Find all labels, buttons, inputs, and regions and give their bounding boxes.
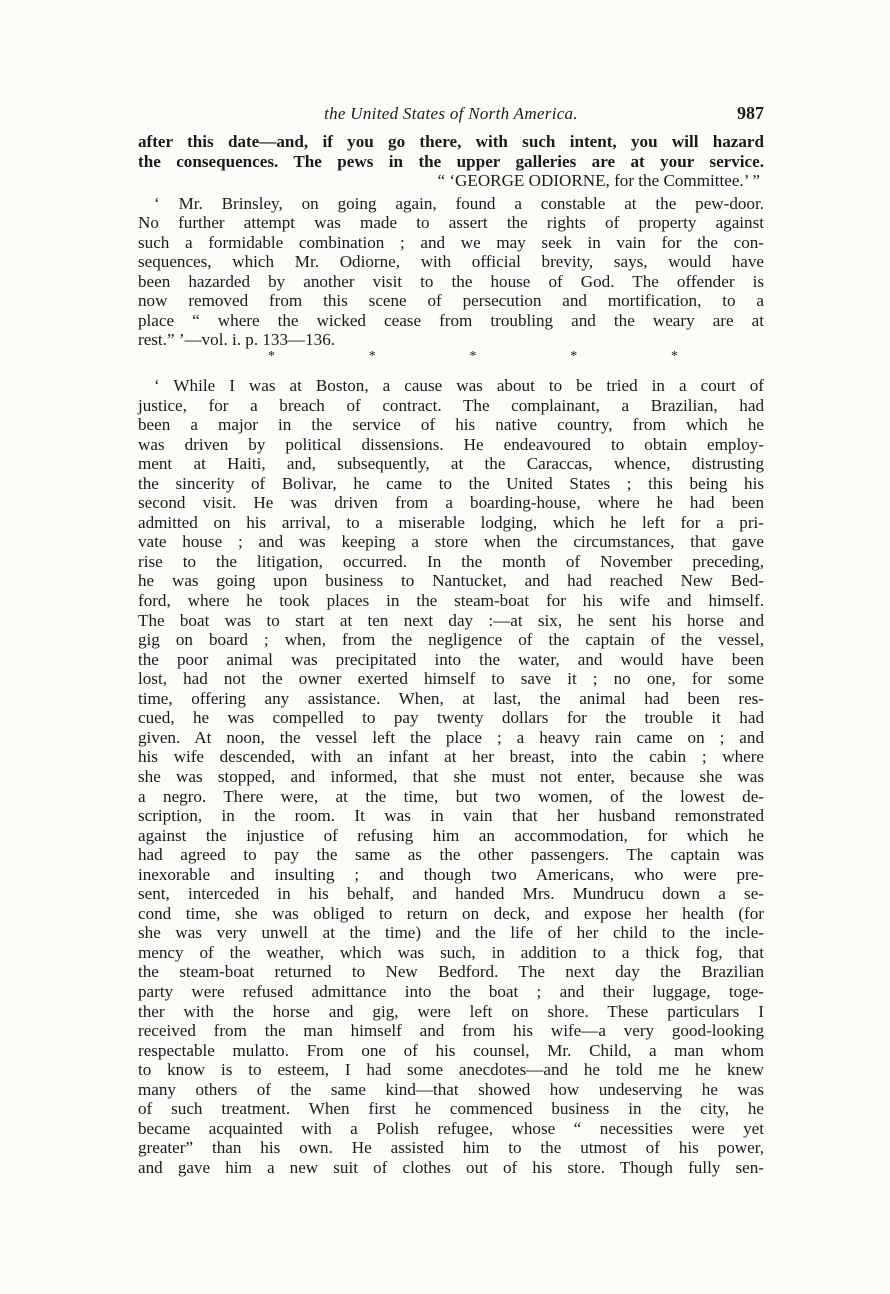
text-line: the sincerity of Bolivar, he came to the United States ; this being his <box>138 473 764 493</box>
text-line: she was stopped, and informed, that she must not enter, because she was <box>138 766 764 786</box>
text-line: been a major in the service of his native country, from which he <box>138 415 764 435</box>
text-line: to know is to esteem, I had some anecdotes—and he told me he knew <box>138 1060 764 1080</box>
book-page <box>138 104 764 1177</box>
text-line: No further attempt was made to assert the rights of property against <box>138 213 764 233</box>
text-line: sent, interceded in his behalf, and handed Mrs. Mundrucu down a se- <box>138 884 764 904</box>
text-line: the poor animal was precipitated into the water, and would have been <box>138 649 764 669</box>
separator-star: * <box>469 349 477 365</box>
text-line: his wife descended, with an infant at her breast, into the cabin ; where <box>138 747 764 767</box>
text-line: ‘ While I was at Boston, a cause was about to be tried in a court of <box>154 376 764 396</box>
text-line: second visit. He was driven from a boarding-house, where he had been <box>138 493 764 513</box>
paragraph-boston <box>138 376 764 1177</box>
text-line: ford, where he took places in the steam-boat for his wife and himself. <box>138 591 764 611</box>
text-line: many others of the same kind—that showed how undeserving he was <box>138 1079 764 1099</box>
text-line: inexorable and insulting ; and though two Americans, who were pre- <box>138 864 764 884</box>
paragraph-committee-notice <box>138 132 764 191</box>
text-line: cued, he was compelled to pay twenty dollars for the trouble it had <box>138 708 764 728</box>
text-line: after this date—and, if you go there, with such intent, you will hazard <box>138 132 764 151</box>
text-line: place “ where the wicked cease from troubling and the weary are at <box>138 310 764 330</box>
running-title: the United States of North America. <box>324 104 578 123</box>
text-line: against the injustice of refusing him an accommodation, for which he <box>138 825 764 845</box>
text-line: rise to the litigation, occurred. In the month of November preceding, <box>138 551 764 571</box>
text-line: was driven by political dissensions. He endeavoured to obtain employ- <box>138 434 764 454</box>
page-header <box>138 104 764 128</box>
text-line: became acquainted with a Polish refugee, whose “ necessities were yet <box>138 1118 764 1138</box>
text-line: party were refused admittance into the boat ; and their luggage, toge- <box>138 981 764 1001</box>
text-line: mency of the weather, which was such, in addition to a thick fog, that <box>138 942 764 962</box>
text-line: time, offering any assistance. When, at last, the animal had been res- <box>138 688 764 708</box>
page-number: 987 <box>737 103 764 123</box>
text-line: vate house ; and was keeping a store when the circumstances, that gave <box>138 532 764 552</box>
separator-star: * <box>570 349 578 365</box>
text-line: admitted on his arrival, to a miserable lodging, which he left for a pri- <box>138 512 764 532</box>
text-line: been hazarded by another visit to the house of God. The offender is <box>138 271 764 291</box>
text-line: he was going upon business to Nantucket, and had reached New Bed- <box>138 571 764 591</box>
separator-star: * <box>368 349 376 365</box>
text-line: justice, for a breach of contract. The complainant, a Brazilian, had <box>138 395 764 415</box>
text-line: received from the man himself and from his wife—a very good-looking <box>138 1021 764 1041</box>
separator-star: * <box>268 349 275 365</box>
text-line: had agreed to pay the same as the other passengers. The captain was <box>138 845 764 865</box>
text-line: respectable mulatto. From one of his counsel, Mr. Child, a man whom <box>138 1040 764 1060</box>
text-line: ment at Haiti, and, subsequently, at the Caraccas, whence, distrusting <box>138 454 764 474</box>
text-line: now removed from this scene of persecution and mortification, to a <box>138 291 764 311</box>
section-separator <box>268 350 678 364</box>
text-line: a negro. There were, at the time, but two women, of the lowest de- <box>138 786 764 806</box>
text-line: she was very unwell at the time) and the life of her child to the incle- <box>138 923 764 943</box>
separator-star: * <box>671 349 678 365</box>
text-line: of such treatment. When first he commenced business in the city, he <box>138 1099 764 1119</box>
text-line: scription, in the room. It was in vain that her husband remonstrated <box>138 806 764 826</box>
text-line: lost, had not the owner exerted himself to save it ; no one, for some <box>138 669 764 689</box>
text-line: the steam-boat returned to New Bedford. The next day the Brazilian <box>138 962 764 982</box>
text-line: greater” than his own. He assisted him to the utmost of his power, <box>138 1138 764 1158</box>
text-line: ‘ Mr. Brinsley, on going again, found a constable at the pew-door. <box>154 193 764 213</box>
text-line: cond time, she was obliged to return on deck, and expose her health (for <box>138 903 764 923</box>
citation-line: rest.” ’—vol. i. p. 133—136. <box>138 330 336 350</box>
text-line: such a formidable combination ; and we may seek in vain for the con- <box>138 232 764 252</box>
text-line: sequences, which Mr. Odiorne, with official brevity, says, would have <box>138 252 764 272</box>
text-line: and gave him a new suit of clothes out of his store. Though fully sen- <box>138 1157 764 1177</box>
text-line: given. At noon, the vessel left the place ; a heavy rain came on ; and <box>138 727 764 747</box>
text-line: The boat was to start at ten next day :—at six, he sent his horse and <box>138 610 764 630</box>
text-line: ther with the horse and gig, were left on shore. These particulars I <box>138 1001 764 1021</box>
signature-line: “ ‘GEORGE ODIORNE, for the Committee.’ ” <box>437 171 760 191</box>
text-line: gig on board ; when, from the negligence of the captain of the vessel, <box>138 630 764 650</box>
paragraph-brinsley <box>138 194 764 350</box>
text-line: the consequences. The pews in the upper galleries are at your service. <box>138 151 764 171</box>
